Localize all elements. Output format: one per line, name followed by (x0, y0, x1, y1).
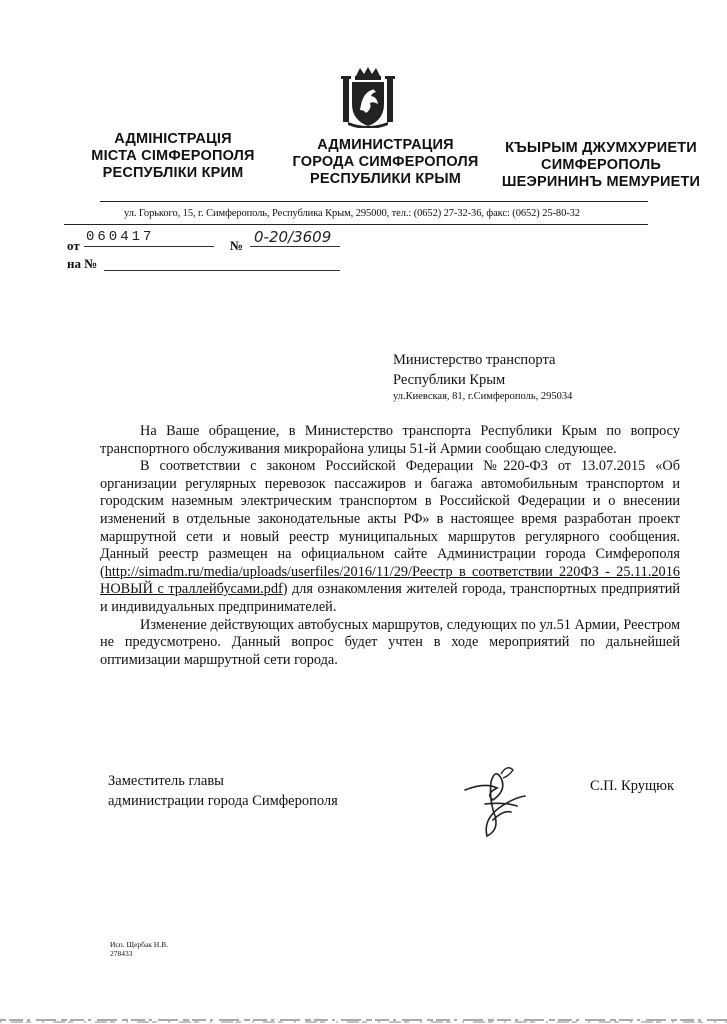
date-field (84, 229, 214, 247)
header-left-line2: МІСТА СІМФЕРОПОЛЯ (91, 148, 255, 164)
header-russian-title (283, 137, 488, 188)
header-right-line2: СИМФЕРОПОЛЬ (541, 157, 661, 173)
date-label: от (67, 238, 80, 253)
header-left-line3: РЕСПУБЛІКИ КРИМ (102, 165, 244, 181)
letter-body (100, 423, 680, 669)
header-right-line3: ШЕЭРИНИНЪ МЕМУРИЕТИ (501, 174, 701, 190)
signatory-title-line1: Заместитель главы (108, 773, 224, 789)
header-center-line2: ГОРОДА СИМФЕРОПОЛЯ (292, 154, 479, 170)
body-paragraph-2 (100, 458, 680, 616)
header-divider-bottom (64, 224, 648, 225)
recipient-line1: Министерство транспорта (393, 352, 556, 368)
number-label: № (230, 238, 244, 253)
signatory-title-line2: администрации города Симферополя (108, 793, 338, 809)
crimea-coat-of-arms-icon (340, 66, 396, 128)
header-center-line3: РЕСПУБЛИКИ КРЫМ (309, 171, 461, 187)
scan-edge-artifact (0, 1014, 727, 1024)
executor-phone: 278433 (110, 949, 133, 958)
registry-link[interactable]: http://simadm.ru/media/uploads/userfiles/2016/11/29/Реестр в соответствии 220ФЗ - 25.11.2016 НОВЫЙ с траллейбусами.pdf (100, 563, 680, 598)
header-center-line1: АДМИНИСТРАЦИЯ (317, 137, 454, 153)
reply-field (104, 256, 340, 271)
body-paragraph-2-text: В соответствии с законом Российской Федерации №220-ФЗ от 13.07.2015 «Об организации регулярных перевозок пассажиров и багажа автомобильным транспортом и городским наземным электрическим транспортом в Российской Федерации и о внесении изменений в отдельные законодательные акты РФ» в настоящее время разработан проект маршрутной сети и новый реестр муниципальных маршрутов регулярного сообщения. Данный реестр размещен на официальном сайте Администрации города Симферополя ( (100, 458, 680, 580)
header-divider-top (100, 201, 648, 202)
date-value: 060417 (86, 229, 155, 245)
executor-name: Исп. Щербак Н.В. (110, 940, 168, 949)
signatory-name: С.П. Крущюк (590, 778, 675, 794)
body-paragraph-2-tail: ) для ознакомления жителей города, транспортных предприятий и индивидуальных предпринимателей. (100, 581, 681, 615)
header-crimean-tatar-title (496, 140, 706, 191)
recipient-address: ул.Киевская, 81, г.Симферополь, 295034 (393, 391, 573, 402)
letterhead-address: ул. Горького, 15, г. Симферополь, Республика Крым, 295000, тел.: (0652) 27-32-36, факс: (0652) 25-80-32 (124, 208, 580, 219)
number-value: 0-20/3609 (254, 228, 332, 246)
body-paragraph-3: Изменение действующих автобусных маршрутов, следующих по ул.51 Армии, Реестром не предусмотрено. Данный вопрос будет учтен в ходе мероприятий по дальнейшей оптимизации маршрутной сети города. (100, 616, 680, 668)
reply-label: на № (67, 256, 98, 271)
signatory-title (108, 771, 338, 811)
body-paragraph-1: На Ваше обращение, в Министерство транспорта Республики Крым по вопросу транспортного обслуживания микрорайона улицы 51-й Армии сообщаю следующее. (100, 423, 680, 457)
number-field (250, 228, 340, 247)
recipient-block (393, 350, 572, 404)
executor-info (110, 940, 168, 958)
header-ukrainian-title (78, 131, 268, 182)
header-right-line1: КЪЫРЫМ ДЖУМХУРИЕТИ (505, 140, 697, 156)
recipient-line2: Республики Крым (393, 372, 506, 388)
handwritten-signature-icon (455, 760, 545, 840)
header-left-line1: АДМІНІСТРАЦІЯ (114, 131, 232, 147)
